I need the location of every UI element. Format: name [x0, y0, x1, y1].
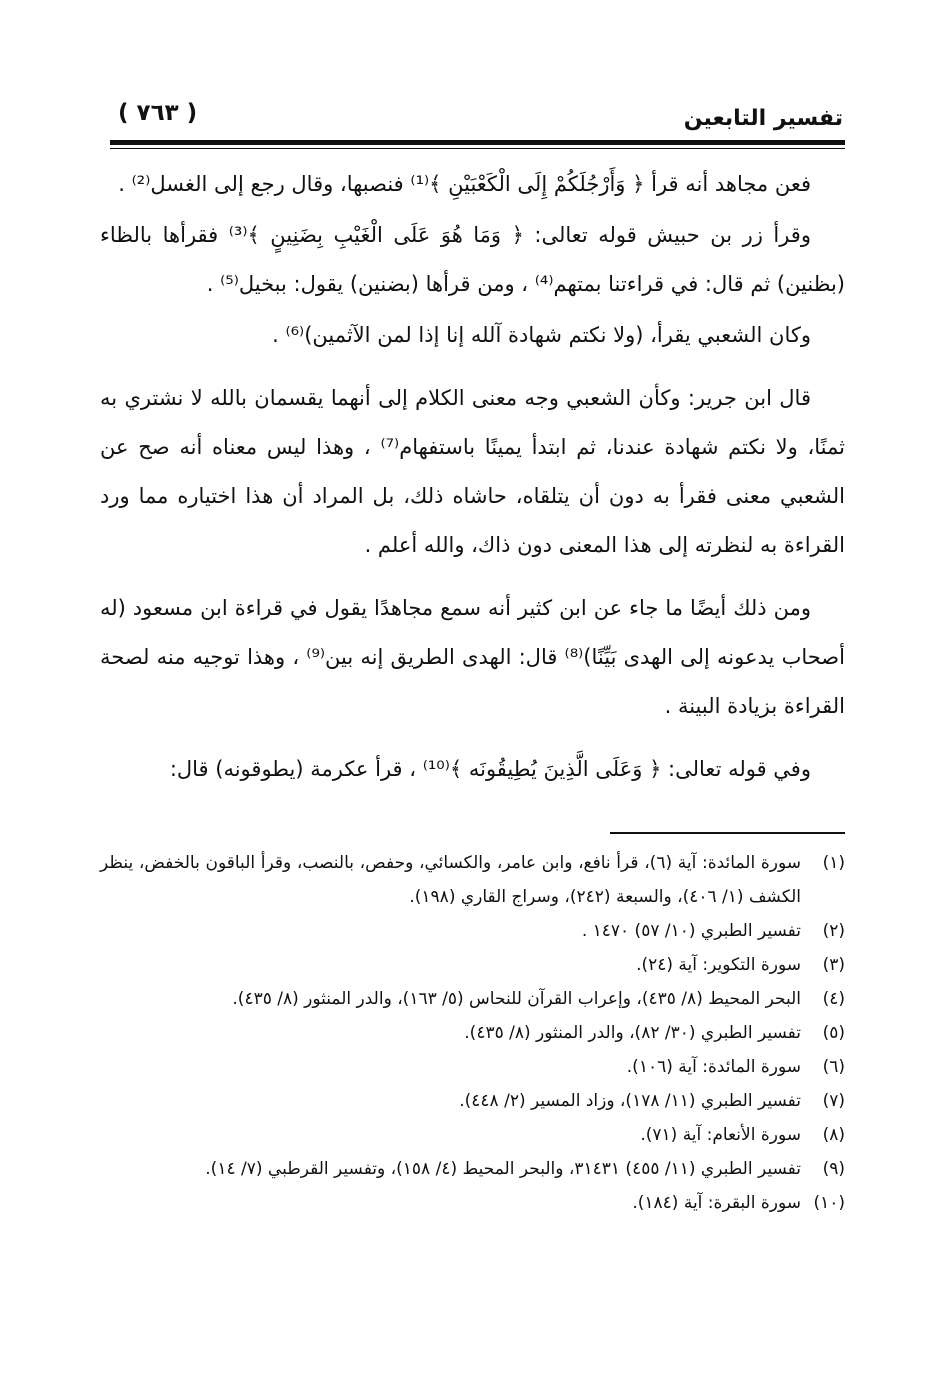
footnote [100, 1118, 845, 1152]
footnote-number: (٥) [822, 1023, 845, 1043]
footnote-text: تفسير الطبري (١١/ ٤٥٥) ٣١٤٣١، والبحر المحيط (٤/ ١٥٨)، وتفسير القرطبي (٧/ ١٤). [205, 1159, 801, 1179]
footnote-text: سورة البقرة: آية (١٨٤). [632, 1193, 801, 1213]
footnote-number: (٨) [822, 1125, 845, 1145]
footnote [100, 1016, 845, 1050]
footnote [100, 914, 845, 948]
footnote-text: سورة الأنعام: آية (٧١). [640, 1125, 801, 1145]
main-text [100, 160, 845, 808]
page-header [110, 96, 843, 136]
footnote-number: (٣) [822, 955, 845, 975]
footnote-text: سورة المائدة: آية (١٠٦). [626, 1057, 801, 1077]
footnote-number: (٧) [822, 1091, 845, 1111]
footnote-text: البحر المحيط (٨/ ٤٣٥)، وإعراب القرآن للنحاس (٥/ ١٦٣)، والدر المنثور (٨/ ٤٣٥). [232, 989, 801, 1009]
footnote [100, 1050, 845, 1084]
footnote [100, 948, 845, 982]
paragraph: وكان الشعبي يقرأ، (ولا نكتم شهادة آلله إنا إذا لمن الآثمين)⁽⁶⁾ . [272, 323, 811, 347]
footnote [100, 1084, 845, 1118]
footnote-text: تفسير الطبري (٣٠/ ٨٢)، والدر المنثور (٨/ ٤٣٥). [464, 1023, 801, 1043]
footnote-number: (١٠) [813, 1193, 845, 1213]
paragraph: وقرأ زر بن حبيش قوله تعالى: ﴿ وَمَا هُوَ عَلَى الْغَيْبِ بِضَنِينٍ ﴾⁽³⁾ فقرأها بالظاء (بظنين) ثم قال: في قراءتنا بمتهم⁽⁴⁾ ، ومن قرأها (بضنين) يقول: ببخيل⁽⁵⁾ . [100, 223, 845, 296]
footnote-text: سورة المائدة: آية (٦)، قرأ نافع، وابن عامر، والكسائي، وحفص، بالنصب، وقرأ الباقون بالخفض، ينظر الكشف (١/ ٤٠٦)، والسبعة (٢٤٢)، وسراج القاري (١٩٨). [100, 853, 801, 907]
header-rule-thin [110, 148, 845, 149]
footnote-number: (٩) [822, 1159, 845, 1179]
footnotes [100, 846, 845, 1220]
footnote-separator [610, 832, 845, 834]
paragraph: فعن مجاهد أنه قرأ ﴿ وَأَرْجُلَكُمْ إِلَى الْكَعْبَيْنِ ﴾⁽¹⁾ فنصبها، وقال رجع إلى الغسل⁽²⁾ . [118, 172, 811, 196]
footnote-number: (١) [822, 853, 845, 873]
footnote [100, 1152, 845, 1186]
footnote-text: تفسير الطبري (١١/ ١٧٨)، وزاد المسير (٢/ ٤٤٨). [459, 1091, 801, 1111]
paragraph: وفي قوله تعالى: ﴿ وَعَلَى الَّذِينَ يُطِيقُونَه ﴾⁽¹⁰⁾ ، قرأ عكرمة (يطوقونه) قال: [169, 757, 811, 781]
footnote-number: (٢) [822, 921, 845, 941]
footnote [100, 846, 845, 914]
page-number: ( ٧٦٣ ) [118, 100, 198, 126]
paragraph: ومن ذلك أيضًا ما جاء عن ابن كثير أنه سمع مجاهدًا يقول في قراءة ابن مسعود (له أصحاب يدعونه إلى الهدى بَيِّنًا)⁽⁸⁾ قال: الهدى الطريق إنه بين⁽⁹⁾ ، وهذا توجيه منه لصحة القراءة بزيادة البينة . [100, 596, 845, 718]
footnote-text: تفسير الطبري (١٠/ ٥٧) ١٤٧٠ . [581, 921, 801, 941]
running-title: تفسير التابعين [683, 106, 843, 131]
footnote-text: سورة التكوير: آية (٢٤). [636, 955, 801, 975]
header-rule [110, 140, 845, 145]
footnote [100, 982, 845, 1016]
footnote-number: (٤) [822, 989, 845, 1009]
footnote [100, 1186, 845, 1220]
footnote-number: (٦) [822, 1057, 845, 1077]
paragraph: قال ابن جرير: وكأن الشعبي وجه معنى الكلام إلى أنهما يقسمان بالله لا نشتري به ثمنًا، ولا نكتم شهادة عندنا، ثم ابتدأ يمينًا باستفهام⁽⁷⁾ ، وهذا ليس معناه أنه صح عن الشعبي معنى فقرأ به دون أن يتلقاه، حاشاه ذلك، بل المراد أن هذا اختياره مما ورد القراءة به لنظرته إلى هذا المعنى دون ذاك، والله أعلم . [100, 386, 845, 557]
